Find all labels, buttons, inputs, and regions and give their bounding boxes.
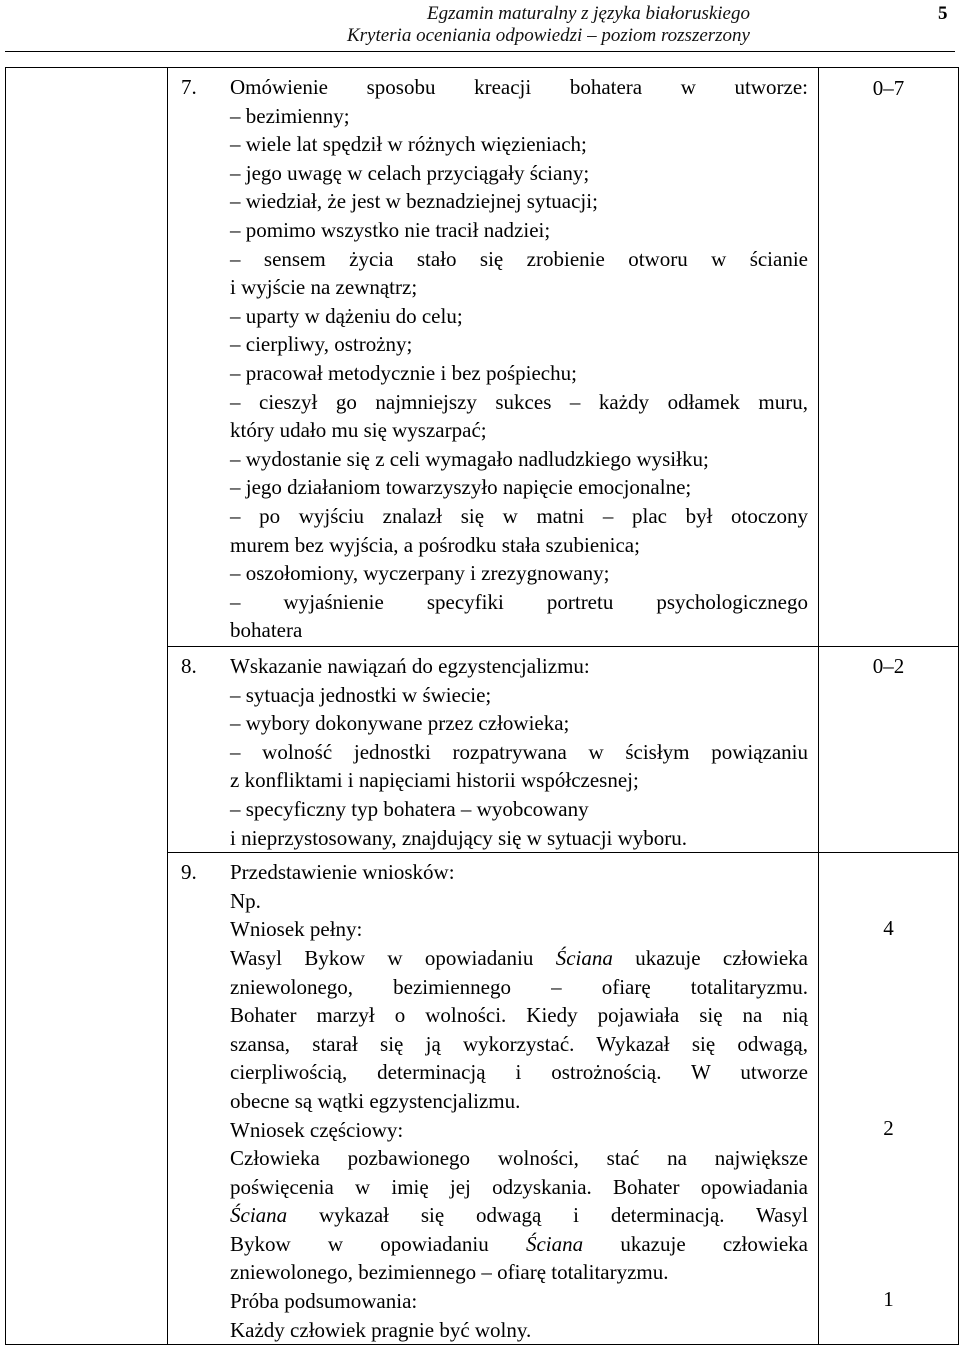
text-run: Wasyl Bykow w opowiadaniu [230, 945, 556, 970]
text-run: ukazuje człowieka [612, 945, 809, 970]
list-item: – specyficzny typ bohatera – wyobcowany [230, 796, 589, 821]
item-heading: Omówienie sposobu kreacji bohatera w utworze: [230, 75, 808, 99]
text-run: Bykow w opowiadaniu [230, 1231, 526, 1256]
list-item: – pomimo wszystko nie tracił nadziei; [230, 217, 551, 242]
list-item: – sensem życia stało się zrobienie otworu w ścianie [230, 246, 808, 271]
list-item: – pracował metodycznie i bez pośpiechu; [230, 360, 577, 385]
list-item-cont: bohatera [230, 618, 303, 643]
score-range: 0–2 [872, 654, 905, 678]
item-7-score-cell [819, 68, 959, 647]
full-conclusion-line: zniewolonego, bezimiennego – ofiarę totalitaryzmu. [230, 974, 808, 999]
item-number: 8. [181, 654, 197, 678]
full-conclusion-line [230, 944, 808, 973]
item-heading: Przedstawienie wniosków: [230, 860, 455, 885]
item-8-score-cell [819, 647, 959, 853]
page-header [0, 0, 960, 50]
empty-column [6, 68, 168, 1345]
list-item: – cierpliwy, ostrożny; [230, 332, 413, 357]
list-item: – jego działaniom towarzyszyło napięcie emocjonalne; [230, 475, 692, 500]
item-9 [168, 853, 818, 1344]
partial-conclusion-line: poświęcenia w imię jej odzyskania. Bohater opowiadania [230, 1174, 808, 1199]
score-full: 4 [883, 916, 894, 941]
partial-conclusion-line: Człowieka pozbawionego wolności, stać na największe [230, 1146, 808, 1171]
list-item: – wybory dokonywane przez człowieka; [230, 711, 570, 736]
score-range: 0–7 [872, 76, 905, 100]
item-9-score-cell [819, 853, 959, 1345]
list-item: – uparty w dążeniu do celu; [230, 303, 463, 328]
summary-label: Próba podsumowania: [230, 1289, 418, 1314]
list-item: – wyjaśnienie specyfiki portretu psychologicznego [230, 589, 808, 614]
criteria-table [5, 67, 959, 1345]
item-number: 9. [181, 860, 197, 885]
exam-subtitle: Kryteria oceniania odpowiedzi – poziom rozszerzony [346, 25, 750, 46]
full-conclusion-line: Bohater marzył o wolności. Kiedy pojawiała się na nią [230, 1003, 808, 1028]
exam-title: Egzamin maturalny z języka białoruskiego [427, 3, 750, 24]
list-item-cont: z konfliktami i napięciami historii współczesnej; [230, 768, 639, 793]
item-number: 7. [181, 75, 197, 99]
partial-conclusion-label: Wniosek częściowy: [230, 1117, 404, 1142]
text-run: wykazał się odwagą i determinacją. Wasyl [287, 1203, 808, 1228]
list-item: – wydostanie się z celi wymagało nadludzkiego wysiłku; [230, 446, 709, 471]
header-rule [5, 51, 955, 52]
text-run: ukazuje człowieka [583, 1231, 808, 1256]
list-item: – wiele lat spędził w różnych więzieniach; [230, 132, 587, 157]
summary-line: Każdy człowiek pragnie być wolny. [230, 1317, 532, 1342]
item-8-cell [168, 647, 819, 853]
list-item: – cieszył go najmniejszy sukces – każdy odłamek muru, [230, 389, 808, 414]
list-item: – sytuacja jednostki w świecie; [230, 682, 492, 707]
score-summary: 1 [883, 1287, 894, 1312]
item-7-cell [168, 68, 819, 647]
list-item: – wiedział, że jest w beznadziejnej sytuacji; [230, 189, 598, 214]
table-row [6, 68, 959, 647]
item-9-cell [168, 853, 819, 1345]
example-label: Np. [230, 888, 261, 913]
work-title: Ściana [525, 1231, 584, 1256]
full-conclusion-line: obecne są wątki egzystencjalizmu. [230, 1088, 521, 1113]
list-item: – wolność jednostki rozpatrywana w ścisłym powiązaniu [230, 739, 808, 764]
item-heading: Wskazanie nawiązań do egzystencjalizmu: [230, 654, 590, 678]
item-8 [168, 647, 818, 852]
list-item: – bezimienny; [230, 103, 350, 128]
item-7 [168, 68, 818, 645]
full-conclusion-line: cierpliwością, determinacją i ostrożnością. W utworze [230, 1060, 808, 1085]
score-partial: 2 [883, 1116, 894, 1141]
list-item: – jego uwagę w celach przyciągały ściany; [230, 160, 590, 185]
full-conclusion-label: Wniosek pełny: [230, 917, 363, 942]
partial-conclusion-line [230, 1201, 808, 1230]
list-item: – po wyjściu znalazł się w matni – plac był otoczony [230, 503, 808, 528]
list-item-cont: i wyjście na zewnątrz; [230, 275, 418, 300]
partial-conclusion-line [230, 1230, 808, 1259]
list-item-cont: który udało mu się wyszarpać; [230, 418, 487, 443]
list-item: – oszołomiony, wyczerpany i zrezygnowany; [230, 561, 610, 586]
list-item-cont: murem bez wyjścia, a pośrodku stała szubienica; [230, 532, 640, 557]
partial-conclusion-line: zniewolonego, bezimiennego – ofiarę totalitaryzmu. [230, 1260, 669, 1285]
list-item-cont: i nieprzystosowany, znajdujący się w sytuacji wyboru. [230, 825, 688, 850]
page-number: 5 [938, 3, 948, 24]
work-title: Ściana [555, 945, 613, 970]
full-conclusion-line: szansa, starał się ją wykorzystać. Wykazał się odwagą, [230, 1031, 808, 1056]
work-title: Ściana [230, 1203, 288, 1228]
